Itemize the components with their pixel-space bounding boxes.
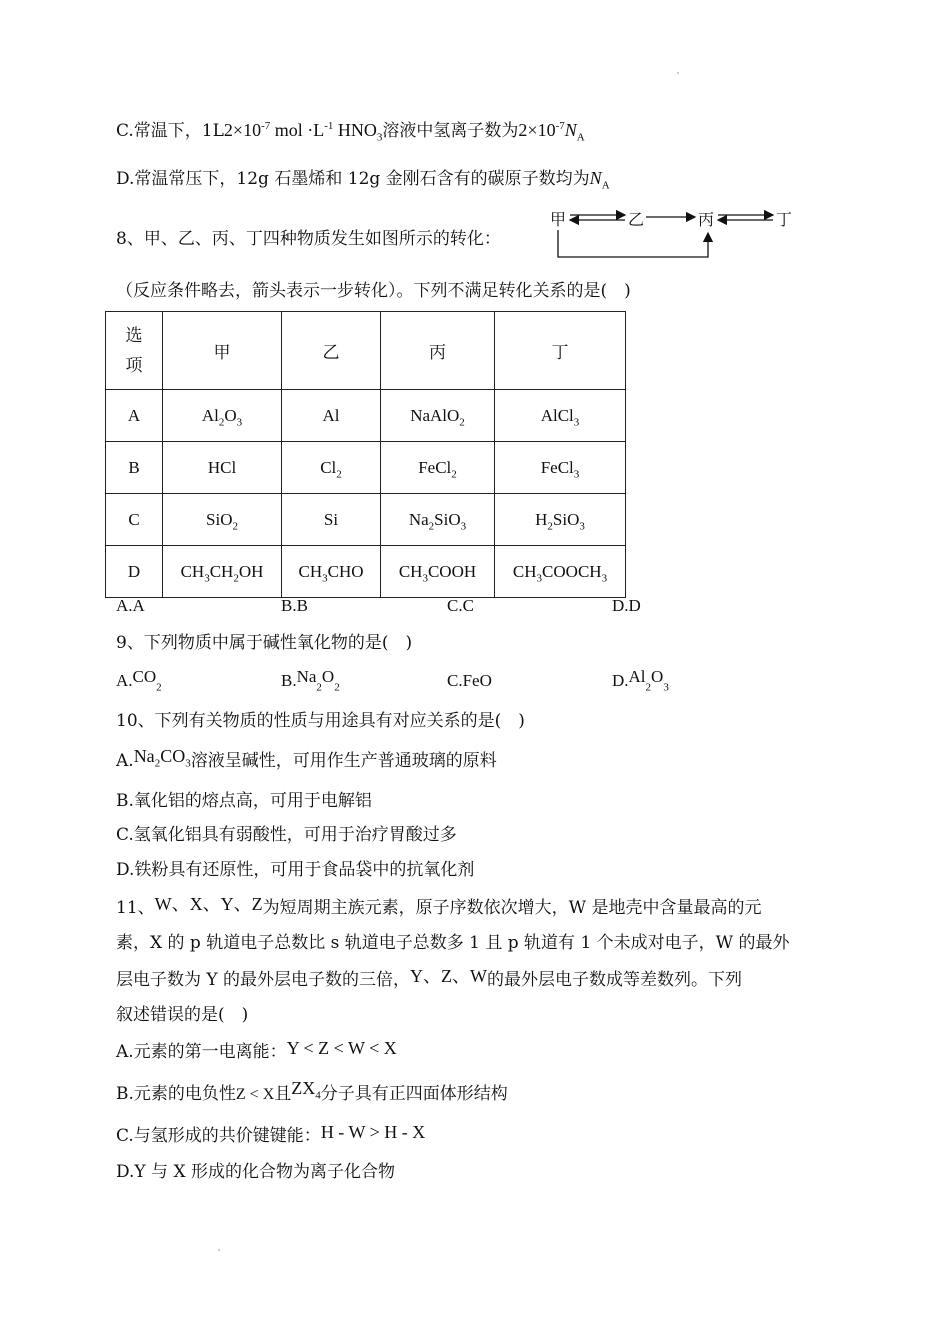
table-body bbox=[106, 390, 626, 598]
value-base: 2×10 bbox=[518, 120, 556, 140]
cell-bing bbox=[381, 494, 495, 546]
q8-stem2-text: （反应条件略去，箭头表示一步转化）。下列不满足转化关系的是( ) bbox=[116, 281, 631, 301]
formula-text: OH bbox=[238, 561, 264, 581]
formula-text: CHO bbox=[327, 561, 364, 581]
formula bbox=[323, 406, 340, 425]
q10-a-label: A. bbox=[116, 751, 134, 771]
formula-subscript: 2 bbox=[459, 415, 465, 428]
option-d-line bbox=[116, 166, 610, 191]
q11-line3-elements: Y、Z、W bbox=[410, 966, 488, 986]
option-c-prefix: C.常温下，1L bbox=[116, 121, 224, 141]
formula bbox=[180, 561, 264, 584]
q11-a-text: A.元素的第一电离能： bbox=[116, 1042, 287, 1062]
formula bbox=[540, 457, 580, 480]
arrow-jia-to-bing bbox=[558, 230, 708, 257]
formula-subscript: 2 bbox=[218, 415, 225, 428]
formula-text: CH bbox=[209, 561, 234, 581]
row-option-label: A bbox=[106, 390, 163, 442]
q9-b-formula1: Na bbox=[296, 667, 317, 686]
q9-option-a[interactable] bbox=[116, 669, 162, 693]
q11-line3-a: 层电子数为 Y 的最外层电子数的三倍， bbox=[116, 970, 411, 990]
q11-option-b[interactable] bbox=[116, 1078, 508, 1107]
q11-b-mid: 且 bbox=[274, 1084, 292, 1104]
q8-stem bbox=[116, 227, 501, 251]
option-c-mid: 溶液中氢离子数为 bbox=[382, 121, 519, 141]
q10-a-s2: 3 bbox=[185, 757, 191, 770]
q9-c-label: C. bbox=[447, 671, 463, 690]
q9-a-label: A. bbox=[116, 671, 133, 690]
q11-elements: W、X、Y、Z bbox=[154, 894, 263, 914]
q10-stem-text: 10、下列有关物质的性质与用途具有对应关系的是( ) bbox=[116, 711, 525, 731]
formula-subscript: 2 bbox=[233, 571, 239, 584]
q11-b-text: B.元素的电负性 bbox=[116, 1084, 236, 1104]
formula-subscript: 3 bbox=[422, 571, 428, 584]
avogadro-symbol: N bbox=[564, 120, 577, 140]
q10-d-text: D.铁粉具有还原性，可用于食品袋中的抗氧化剂 bbox=[116, 860, 475, 880]
q9-d-formula2: O bbox=[651, 667, 664, 686]
formula bbox=[410, 405, 465, 428]
formula-text: NaAlO bbox=[410, 405, 460, 425]
cell-ding bbox=[495, 390, 626, 442]
header-option bbox=[106, 312, 163, 390]
formula-subscript: 3 bbox=[460, 519, 467, 532]
header-yi: 乙 bbox=[282, 312, 381, 390]
q9-d-sub1: 2 bbox=[645, 681, 652, 694]
cell-jia bbox=[163, 494, 282, 546]
q11-c-math: H - W > H - X bbox=[320, 1122, 426, 1142]
q11-option-d[interactable] bbox=[116, 1160, 395, 1184]
formula bbox=[324, 510, 338, 529]
formula-subscript: 2 bbox=[428, 519, 435, 532]
q10-a-rest: 溶液呈碱性，可用作生产普通玻璃的原料 bbox=[190, 751, 497, 771]
formula bbox=[206, 509, 238, 532]
formula bbox=[418, 457, 457, 480]
avogadro bbox=[589, 168, 610, 192]
formula-subscript: 3 bbox=[204, 571, 210, 584]
formula-subscript: 3 bbox=[579, 519, 585, 532]
q11-b-rest: 分子具有正四面体形结构 bbox=[320, 1084, 508, 1104]
q10-c-text: C.氢氧化铝具有弱酸性，可用于治疗胃酸过多 bbox=[116, 825, 457, 845]
formula bbox=[512, 561, 608, 584]
scan-dot bbox=[218, 1249, 220, 1251]
cell-ding bbox=[495, 494, 626, 546]
q9-b-label: B. bbox=[281, 671, 297, 690]
q11-stem-line1 bbox=[116, 895, 762, 920]
q11-number: 11、 bbox=[116, 898, 155, 918]
formula-text: SiO bbox=[434, 509, 461, 529]
header-option-label: 选 项 bbox=[125, 325, 143, 376]
q11-b-s: 4 bbox=[315, 1089, 321, 1102]
q11-b-f: ZX bbox=[291, 1078, 316, 1098]
cell-jia bbox=[163, 546, 282, 598]
conc-exp: -7 bbox=[261, 120, 271, 132]
formula bbox=[201, 405, 243, 428]
formula-subscript: 2 bbox=[547, 519, 553, 532]
q11-option-a[interactable] bbox=[116, 1039, 397, 1064]
formula-text: SiO bbox=[206, 509, 233, 529]
row-option-label: C bbox=[106, 494, 163, 546]
q11-stem-line3 bbox=[116, 967, 742, 992]
q11-line2: 素，X 的 p 轨道电子总数比 s 轨道电子总数多 1 且 p 轨道有 1 个未成对电子，W 的最外 bbox=[116, 933, 790, 953]
formula bbox=[540, 405, 580, 428]
formula-subscript: 3 bbox=[573, 415, 580, 428]
table-row bbox=[106, 442, 626, 494]
formula-text: COOH bbox=[427, 561, 477, 581]
answer-c[interactable]: C.C bbox=[447, 596, 474, 615]
cell-bing bbox=[381, 546, 495, 598]
formula bbox=[398, 561, 477, 584]
options-table bbox=[105, 311, 626, 598]
q9-stem-text: 9、下列物质中属于碱性氧化物的是( ) bbox=[116, 633, 413, 653]
formula-text: SiO bbox=[552, 509, 580, 529]
avogadro-sub: A bbox=[576, 131, 585, 144]
q10-a-f1: Na bbox=[133, 746, 155, 766]
q11-c-text: C.与氢形成的共价键键能： bbox=[116, 1126, 321, 1146]
formula-text: AlCl bbox=[540, 405, 574, 425]
q11-b-math: Z < X bbox=[235, 1086, 275, 1103]
value bbox=[518, 120, 585, 144]
q10-a-formula bbox=[133, 746, 191, 770]
q9-option-c[interactable] bbox=[447, 669, 492, 693]
formula bbox=[298, 561, 364, 584]
formula-hno3: HNO bbox=[337, 120, 377, 140]
concentration bbox=[223, 120, 383, 144]
formula-subscript: 2 bbox=[232, 519, 238, 532]
q10-a-s1: 2 bbox=[154, 757, 161, 770]
formula-text: Si bbox=[323, 509, 339, 529]
scheme-jia: 甲 bbox=[550, 210, 567, 229]
answer-d[interactable]: D.D bbox=[612, 596, 641, 615]
q8-stem2 bbox=[116, 279, 631, 303]
formula-text: CH bbox=[512, 561, 537, 581]
scheme-ding: 丁 bbox=[776, 210, 793, 229]
avogadro-symbol: N bbox=[589, 168, 602, 188]
cell-jia bbox=[163, 390, 282, 442]
q10-option-d[interactable] bbox=[116, 858, 474, 882]
conc-base: 2×10 bbox=[223, 120, 262, 140]
q11-line3-b: 的最外层电子数成等差数列。下列 bbox=[487, 970, 743, 990]
q9-a-sub: 2 bbox=[156, 681, 162, 694]
formula-subscript: 3 bbox=[322, 571, 328, 584]
formula bbox=[535, 509, 585, 532]
q10-b-text: B.氧化铝的熔点高，可用于电解铝 bbox=[116, 791, 372, 811]
header-bing: 丙 bbox=[381, 312, 495, 390]
formula-text: O bbox=[224, 405, 237, 425]
formula-text: CH bbox=[398, 561, 423, 581]
cell-yi bbox=[282, 390, 381, 442]
formula-text: Al bbox=[322, 405, 340, 425]
scheme-bing: 丙 bbox=[698, 210, 715, 229]
q9-a-formula: CO bbox=[132, 667, 157, 686]
formula-subscript: 2 bbox=[336, 467, 342, 480]
table-row bbox=[106, 390, 626, 442]
formula-text: HCl bbox=[207, 457, 237, 477]
q9-option-d[interactable] bbox=[612, 669, 669, 693]
header-jia: 甲 bbox=[163, 312, 282, 390]
cell-bing bbox=[381, 442, 495, 494]
unit: mol ·L bbox=[270, 120, 325, 140]
table-row bbox=[106, 546, 626, 598]
option-d-text: D.常温常压下，12g 石墨烯和 12g 金刚石含有的碳原子数均为 bbox=[116, 169, 590, 189]
formula-subscript: 3 bbox=[236, 415, 243, 428]
formula-text: FeCl bbox=[540, 457, 574, 477]
unit-exp: -1 bbox=[324, 120, 334, 132]
formula-subscript: 3 bbox=[536, 571, 543, 584]
conversion-scheme bbox=[548, 204, 798, 264]
cell-yi bbox=[282, 442, 381, 494]
q11-b-formula bbox=[291, 1078, 321, 1102]
formula-text: CH bbox=[180, 561, 205, 581]
q10-option-a[interactable] bbox=[116, 748, 497, 773]
q10-option-b[interactable] bbox=[116, 789, 372, 813]
q9-d-formula1: Al bbox=[628, 667, 646, 686]
row-option-label: D bbox=[106, 546, 163, 598]
avogadro-sub: A bbox=[601, 179, 610, 192]
formula-subscript: 3 bbox=[573, 467, 580, 480]
cell-ding bbox=[495, 546, 626, 598]
q10-stem bbox=[116, 709, 525, 733]
q9-b-sub2: 2 bbox=[334, 681, 340, 694]
table-row bbox=[106, 494, 626, 546]
answer-a[interactable]: A.A bbox=[116, 596, 145, 615]
q9-stem bbox=[116, 631, 412, 655]
option-c-line bbox=[116, 118, 585, 143]
q11-stem-line2 bbox=[116, 931, 790, 955]
scheme-yi: 乙 bbox=[628, 210, 645, 229]
row-option-label: B bbox=[106, 442, 163, 494]
cell-yi bbox=[282, 546, 381, 598]
q9-b-sub1: 2 bbox=[316, 681, 322, 694]
answer-b[interactable]: B.B bbox=[281, 596, 308, 615]
formula-text: Na bbox=[408, 509, 429, 529]
q9-option-b[interactable] bbox=[281, 669, 340, 693]
formula bbox=[208, 458, 236, 477]
q9-d-label: D. bbox=[612, 671, 629, 690]
q11-d-text: D.Y 与 X 形成的化合物为离子化合物 bbox=[116, 1162, 395, 1182]
cell-yi bbox=[282, 494, 381, 546]
q11-line1-rest: 为短周期主族元素，原子序数依次增大，W 是地壳中含量最高的元 bbox=[262, 898, 762, 918]
q11-option-c[interactable] bbox=[116, 1123, 425, 1148]
formula-text: CH bbox=[298, 561, 323, 581]
q9-b-formula2: O bbox=[321, 667, 335, 686]
q10-a-f2: CO bbox=[160, 746, 186, 766]
cell-bing bbox=[381, 390, 495, 442]
formula bbox=[408, 509, 467, 532]
scan-dot bbox=[677, 72, 679, 74]
formula-text: H bbox=[535, 509, 548, 529]
q9-d-sub2: 3 bbox=[663, 681, 669, 694]
formula-subscript: 2 bbox=[451, 467, 457, 480]
formula-text: Al bbox=[201, 405, 219, 425]
cell-jia bbox=[163, 442, 282, 494]
formula-text: FeCl bbox=[418, 457, 452, 477]
formula-text: Cl bbox=[320, 457, 337, 477]
formula-sub: 3 bbox=[376, 131, 383, 144]
formula-text: COOCH bbox=[542, 561, 602, 581]
header-ding: 丁 bbox=[495, 312, 626, 390]
cell-ding bbox=[495, 442, 626, 494]
q9-c-formula: FeO bbox=[462, 671, 492, 690]
q11-stem-line4 bbox=[116, 1003, 248, 1027]
value-exp: -7 bbox=[555, 120, 565, 132]
formula-subscript: 3 bbox=[601, 571, 608, 584]
q11-line4: 叙述错误的是( ) bbox=[116, 1005, 249, 1025]
q8-stem-text: 8、甲、乙、丙、丁四种物质发生如图所示的转化： bbox=[116, 229, 501, 249]
q11-a-math: Y < Z < W < X bbox=[286, 1038, 397, 1058]
q10-option-c[interactable] bbox=[116, 823, 457, 847]
formula bbox=[320, 457, 342, 480]
